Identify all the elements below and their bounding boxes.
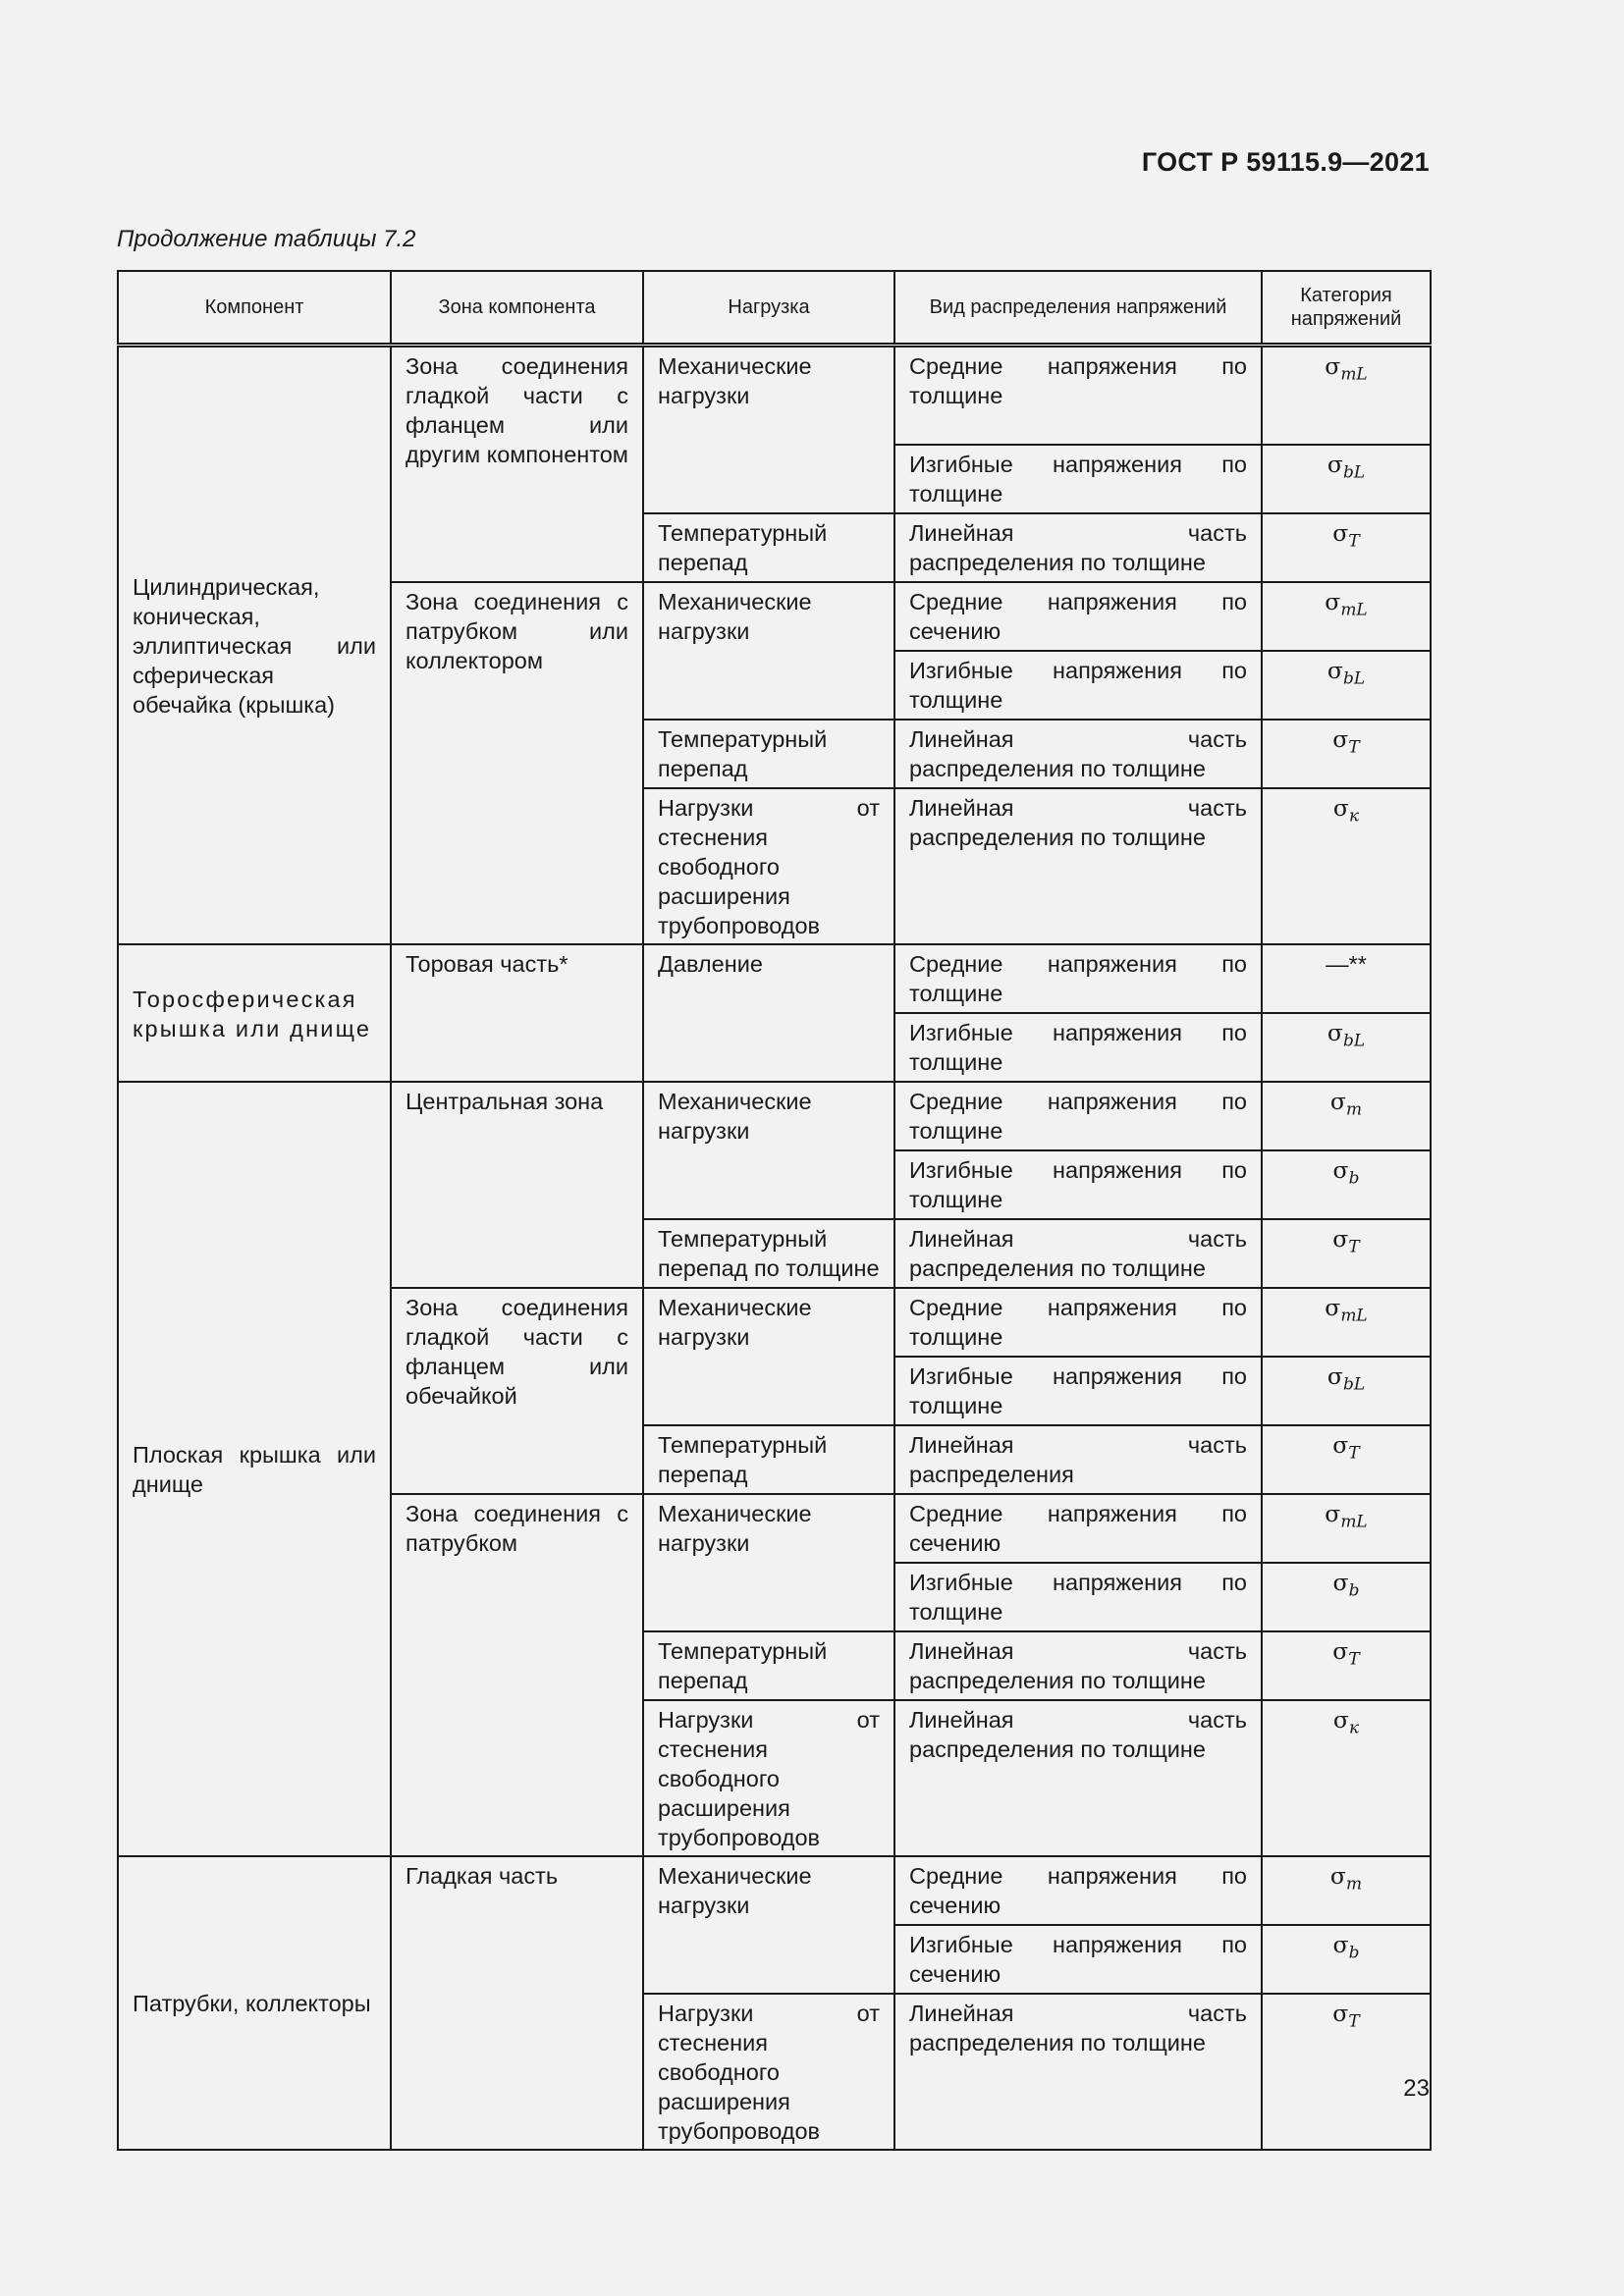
zone-cell: Зона соединения гладкой части с фланцем или обечайкой: [391, 1288, 643, 1494]
zone-cell: Гладкая часть: [391, 1856, 643, 2150]
table-header-row: [118, 271, 1431, 346]
table-row: [118, 1082, 1431, 1150]
load-cell: Температурный перепад: [643, 513, 894, 582]
load-cell: Механические нагрузки: [643, 582, 894, 720]
category-cell: $\sigma_{bL}$: [1262, 1357, 1431, 1425]
table-row: [118, 1856, 1431, 1925]
distribution-cell: Средние напряжения по сечению: [894, 582, 1262, 651]
distribution-cell: Средние напряжения по сечению: [894, 1494, 1262, 1563]
zone-cell: Центральная зона: [391, 1082, 643, 1288]
distribution-cell: Средние напряжения по толщине: [894, 346, 1262, 446]
distribution-cell: Изгибные напряжения по толщине: [894, 1357, 1262, 1425]
category-cell: $\sigma_к$: [1262, 1700, 1431, 1856]
category-cell: $\sigma_{mL}$: [1262, 346, 1431, 446]
category-cell: $\sigma_b$: [1262, 1925, 1431, 1994]
distribution-cell: Линейная часть распределения: [894, 1425, 1262, 1494]
load-cell: Температурный перепад: [643, 1425, 894, 1494]
distribution-cell: Линейная часть распределения по толщине: [894, 1994, 1262, 2150]
category-cell: $\sigma_T$: [1262, 1219, 1431, 1288]
load-cell: Механические нагрузки: [643, 1082, 894, 1219]
load-cell: Давление: [643, 944, 894, 1082]
distribution-cell: Линейная часть распределения по толщине: [894, 1631, 1262, 1700]
distribution-cell: Изгибные напряжения по толщине: [894, 1150, 1262, 1219]
load-cell: Нагрузки от стеснения свободного расширения трубопроводов: [643, 1994, 894, 2150]
component-cell: Патрубки, коллекторы: [118, 1856, 391, 2150]
category-cell: $\sigma_{bL}$: [1262, 1013, 1431, 1082]
category-cell: $\sigma_T$: [1262, 1631, 1431, 1700]
col-header-load: Нагрузка: [643, 271, 894, 346]
component-cell: Плоская крышка или днище: [118, 1082, 391, 1856]
category-cell: $\sigma_T$: [1262, 1425, 1431, 1494]
col-header-category: Категория напряжений: [1262, 271, 1431, 346]
distribution-cell: Изгибные напряжения по толщине: [894, 1013, 1262, 1082]
load-cell: Температурный перепад: [643, 720, 894, 788]
category-cell: $\sigma_T$: [1262, 720, 1431, 788]
distribution-cell: Линейная часть распределения по толщине: [894, 513, 1262, 582]
col-header-distribution: Вид распределения напряжений: [894, 271, 1262, 346]
col-header-zone: Зона компонента: [391, 271, 643, 346]
stress-category-table: [117, 270, 1432, 2151]
load-cell: Механические нагрузки: [643, 1856, 894, 1994]
category-cell: $\sigma_b$: [1262, 1150, 1431, 1219]
zone-cell: Торовая часть*: [391, 944, 643, 1082]
category-cell: $\sigma_T$: [1262, 513, 1431, 582]
distribution-cell: Средние напряжения по толщине: [894, 1288, 1262, 1357]
distribution-cell: Линейная часть распределения по толщине: [894, 788, 1262, 944]
category-cell: $\sigma_{bL}$: [1262, 445, 1431, 513]
category-cell: $\sigma_m$: [1262, 1082, 1431, 1150]
load-cell: Температурный перепад по толщине: [643, 1219, 894, 1288]
distribution-cell: Изгибные напряжения по толщине: [894, 445, 1262, 513]
load-cell: Механические нагрузки: [643, 1494, 894, 1631]
category-cell: $\sigma_m$: [1262, 1856, 1431, 1925]
distribution-cell: Изгибные напряжения по толщине: [894, 1563, 1262, 1631]
category-cell: $\sigma_к$: [1262, 788, 1431, 944]
component-cell: Торосферическая крышка или днище: [118, 944, 391, 1082]
zone-cell: Зона соединения с патрубком или коллектором: [391, 582, 643, 944]
load-cell: Температурный перепад: [643, 1631, 894, 1700]
zone-cell: Зона соединения с патрубком: [391, 1494, 643, 1856]
load-cell: Нагрузки от стеснения свободного расширения трубопроводов: [643, 788, 894, 944]
category-cell: $\sigma_T$: [1262, 1994, 1431, 2150]
distribution-cell: Средние напряжения по толщине: [894, 1082, 1262, 1150]
category-cell: $\sigma_{bL}$: [1262, 651, 1431, 720]
document-code: ГОСТ Р 59115.9—2021: [1141, 147, 1430, 177]
category-cell: $\sigma_b$: [1262, 1563, 1431, 1631]
category-cell: $\sigma_{mL}$: [1262, 582, 1431, 651]
table-row: [118, 944, 1431, 1013]
distribution-cell: Линейная часть распределения по толщине: [894, 1700, 1262, 1856]
load-cell: Нагрузки от стеснения свободного расширения трубопроводов: [643, 1700, 894, 1856]
page-number: 23: [1403, 2075, 1430, 2102]
distribution-cell: Средние напряжения по толщине: [894, 944, 1262, 1013]
distribution-cell: Средние напряжения по сечению: [894, 1856, 1262, 1925]
zone-cell: Зона соединения гладкой части с фланцем или другим компонентом: [391, 346, 643, 583]
col-header-component: Компонент: [118, 271, 391, 346]
distribution-cell: Изгибные напряжения по толщине: [894, 651, 1262, 720]
category-cell: $\sigma_{mL}$: [1262, 1494, 1431, 1563]
category-cell: $\sigma_{mL}$: [1262, 1288, 1431, 1357]
load-cell: Механические нагрузки: [643, 1288, 894, 1425]
category-cell: —**: [1262, 944, 1431, 1013]
distribution-cell: Изгибные напряжения по сечению: [894, 1925, 1262, 1994]
table-caption: Продолжение таблицы 7.2: [117, 226, 416, 252]
distribution-cell: Линейная часть распределения по толщине: [894, 1219, 1262, 1288]
table-row: [118, 346, 1431, 446]
distribution-cell: Линейная часть распределения по толщине: [894, 720, 1262, 788]
load-cell: Механические нагрузки: [643, 346, 894, 514]
component-cell: Цилиндрическая, коническая, эллиптическая или сферическая обечайка (крышка): [118, 346, 391, 945]
